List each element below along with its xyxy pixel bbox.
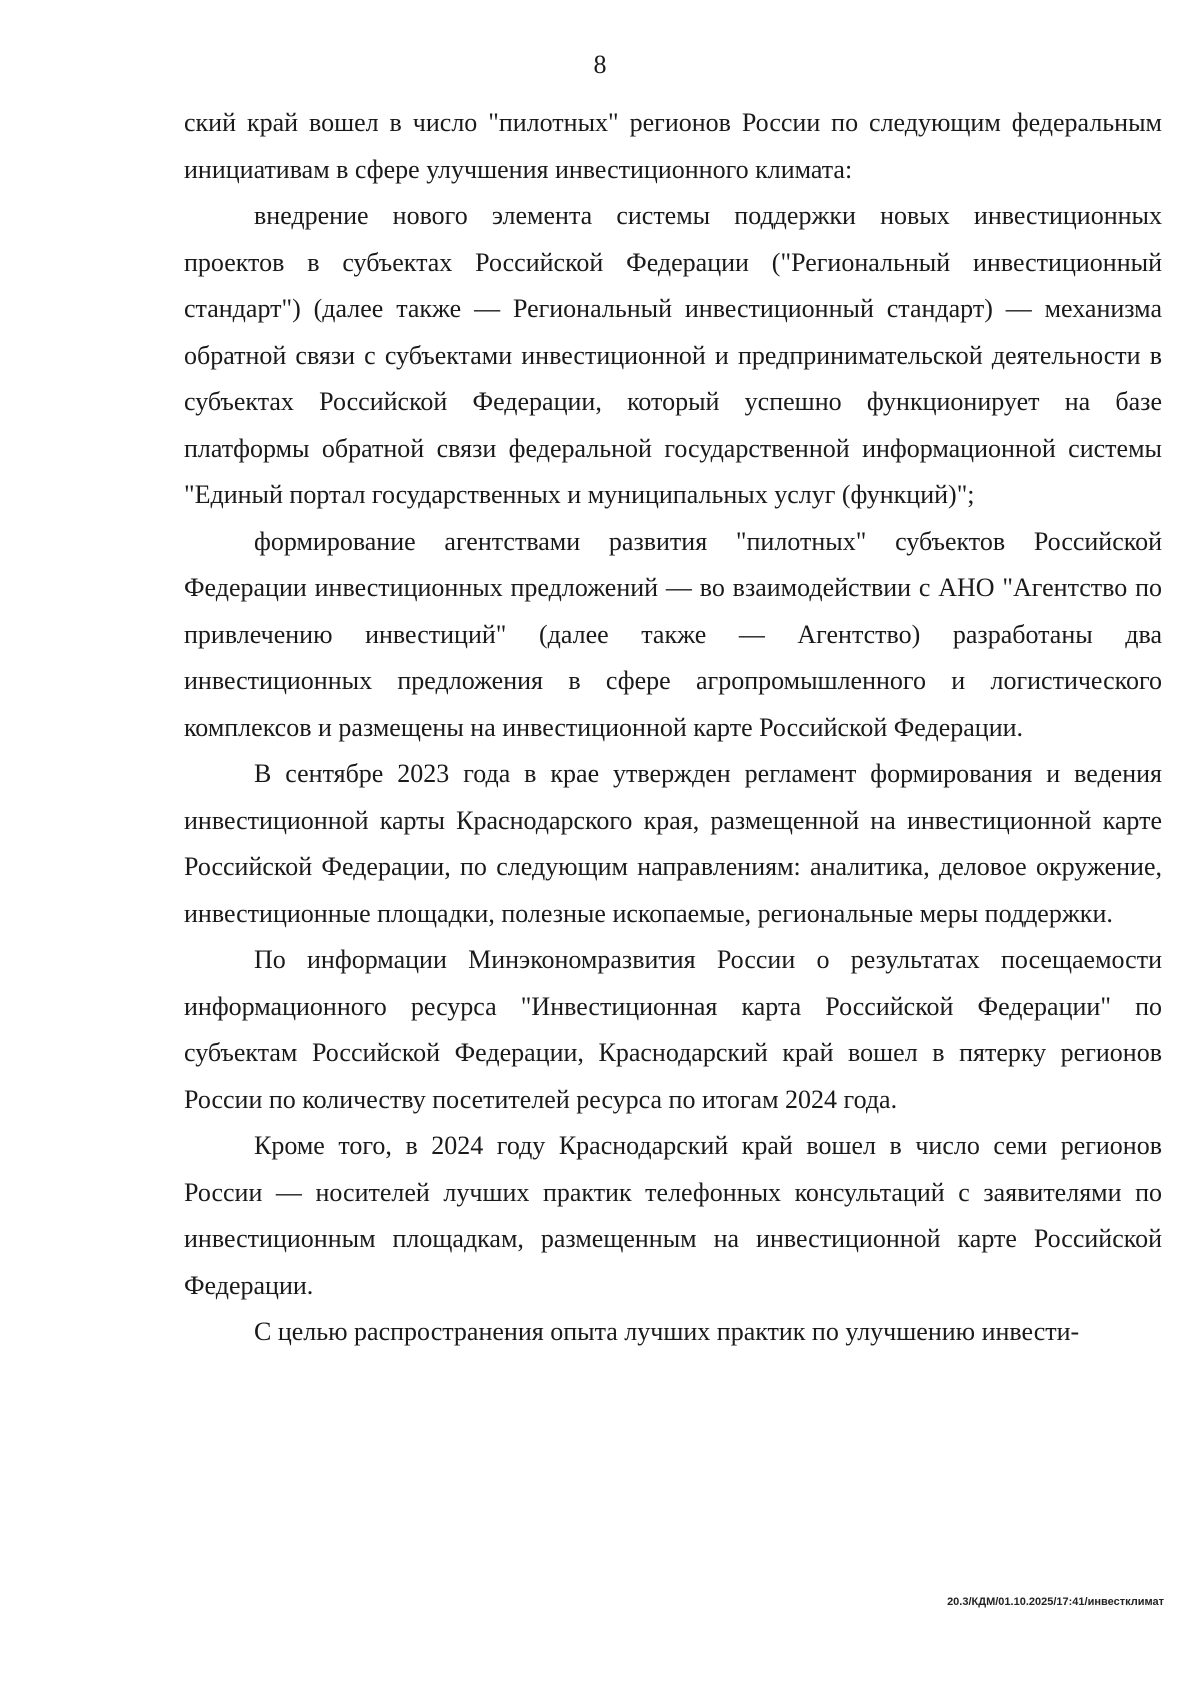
paragraph-regional-standard: внедрение нового элемента системы поддержки новых инвестиционных проектов в субъектах Российской Федерации ("Региональный инвестиционный стандарт") (далее также — Региональный инвестиционный стандарт) — механизма обратной связи с субъектами инвестиционной и предпринимательской деятельности в субъектах Российской Федерации, который успешно функционирует на базе платформы обратной связи федеральной государственной информационной системы "Единый портал государственных и муниципальных услуг (функций)"; (184, 201, 1162, 509)
paragraph-dissemination: С целью распространения опыта лучших практик по улучшению инвести- (254, 1317, 1080, 1346)
paragraph-continuation: ский край вошел в число "пилотных" регионов России по следующим федеральным инициативам в сфере улучшения инвестиционного климата: (184, 108, 1162, 184)
document-body (184, 100, 1162, 1356)
document-footer-code: 20.3/КДМ/01.10.2025/17:41/инвестклимат (947, 1596, 1164, 1608)
paragraph-ministry-information: По информации Минэкономразвития России о результатах посещаемости информационного ресурса "Инвестиционная карта Российской Федерации" по субъектам Российской Федерации, Краснодарский край вошел в пятерку регионов России по количеству посетителей ресурса по итогам 2024 года. (184, 945, 1162, 1114)
paragraph-investment-map-regulation: В сентябре 2023 года в крае утвержден регламент формирования и ведения инвестиционной карты Краснодарского края, размещенной на инвестиционной карте Российской Федерации, по следующим направлениям: аналитика, деловое окружение, инвестиционные площадки, полезные ископаемые, региональные меры поддержки. (184, 759, 1162, 928)
page-number: 8 (593, 50, 607, 79)
paragraph-investment-proposals: формирование агентствами развития "пилотных" субъектов Российской Федерации инвестиционных предложений — во взаимодействии с АНО "Агентство по привлечению инвестиций" (далее также — Агентство) разработаны два инвестиционных предложения в сфере агропромышленного и логистического комплексов и размещены на инвестиционной карте Российской Федерации. (184, 526, 1162, 742)
paragraph-best-practices: Кроме того, в 2024 году Краснодарский край вошел в число семи регионов России — носителей лучших практик телефонных консультаций с заявителями по инвестиционным площадкам, размещенным на инвестиционной карте Российской Федерации. (184, 1131, 1162, 1300)
